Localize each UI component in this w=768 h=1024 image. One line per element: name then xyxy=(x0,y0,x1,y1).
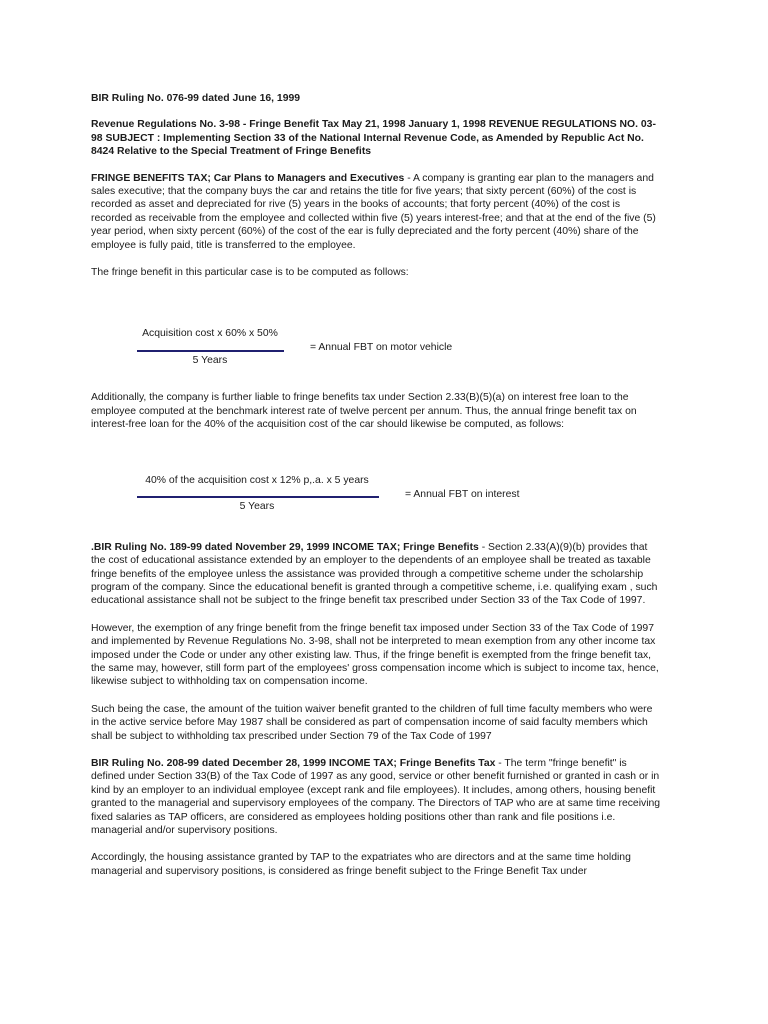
paragraph-ruling-189-heading: .BIR Ruling No. 189-99 dated November 29, 1999 INCOME TAX; Fringe Benefits xyxy=(91,541,479,553)
paragraph-car-plans-heading: FRINGE BENEFITS TAX; Car Plans to Managers and Executives xyxy=(91,172,405,184)
regulation-title: Revenue Regulations No. 3-98 - Fringe Benefit Tax May 21, 1998 January 1, 1998 REVENUE REGULATIONS NO. 03-98 SUBJECT : Implementing Section 33 of the National Internal Revenue Code, as Amended by Republic Act No. 8424 Relative to the Special Treatment of Fringe Benefits xyxy=(91,119,656,158)
paragraph-ruling-208 xyxy=(91,757,661,837)
paragraph-car-plans xyxy=(91,172,661,252)
paragraph-housing-assistance: Accordingly, the housing assistance granted by TAP to the expatriates who are directors and at the same time holding managerial and supervisory positions, is considered as fringe benefit subject to the Fringe Benefit Tax under xyxy=(91,852,631,877)
paragraph-tuition-waiver: Such being the case, the amount of the tuition waiver benefit granted to the children of full time faculty members who were in the active service before May 1987 shall be considered as part of compensation income of said faculty members which shall be subject to withholding tax prescribed under Section 79 of the Tax Code of 1997 xyxy=(91,703,653,742)
paragraph-car-plans-text: - A company is granting ear plan to the managers and sales executive; that the company buys the car and retains the title for five years; that sixty percent (60%) of the cost is recorded as asset and depreciated for rive (5) years in the books of accounts; that forty percent (40%) of the cost is recorded as receivable from the employee and collected within five (5) years interest-free; and that at the end of the five (5) year period, when sixty percent (60%) of the cost of the ear is fully depreciated and the forty percent (40%) share of the employee is fully paid, title is transferred to the employee. xyxy=(91,172,656,251)
paragraph-computation-intro: The fringe benefit in this particular case is to be computed as follows: xyxy=(91,267,409,279)
formula-interest-result: = Annual FBT on interest xyxy=(405,489,520,500)
formula-motor-vehicle-fraction-bar xyxy=(137,350,284,352)
paragraph-ruling-189-text: - Section 2.33(A)(9)(b) provides that the cost of educational assistance extended by an employer to the dependents of an employee shall be treated as taxable fringe benefits of the employee unless the assistance was provided through a competitive scheme under the scholarship program of the company. Since the educational benefit is granted through a competitive scheme, i.e. qualifying exam , such educational assistance shall not be subject to the fringe benefit tax prescribed under Section 33 of the Tax Code of 1997. xyxy=(91,541,658,607)
formula-motor-vehicle-result: = Annual FBT on motor vehicle xyxy=(310,342,453,353)
paragraph-exemption: However, the exemption of any fringe benefit from the fringe benefit tax imposed under Section 33 of the Tax Code of 1997 and implemented by Revenue Regulations No. 3-98, shall not be interpreted to mean exemption from any other income tax imposed under the Code or under any other existing law. Thus, if the fringe benefit is exempted from the fringe benefit tax, the same may, however, still form part of the employees' gross compensation income which is subject to income tax, hence, likewise subject to withholding tax on compensation income. xyxy=(91,622,659,688)
formula-motor-vehicle-denominator: 5 Years xyxy=(192,355,228,366)
formula-interest xyxy=(137,474,557,524)
paragraph-ruling-189 xyxy=(91,541,661,608)
paragraph-ruling-208-text: - The term "fringe benefit" is defined under Section 33(B) of the Tax Code of 1997 as any good, service or other benefit furnished or granted in cash or in kind by an employer to an individual employee (except rank and file employees). It includes, among others, housing benefit granted to the managerial and supervisory employees of the company. The Directors of TAP who are at same time receiving fixed salaries as TAP officers, are considered as employees holding positions other than rank and file positions i.e. managerial and/or supervisory positions. xyxy=(91,757,661,836)
formula-motor-vehicle-numerator: Acquisition cost x 60% x 50% xyxy=(142,328,278,339)
formula-interest-denominator: 5 Years xyxy=(239,501,275,512)
paragraph-interest-free-loan: Additionally, the company is further liable to fringe benefits tax under Section 2.33(B)(5)(a) on interest free loan to the employee computed at the benchmark interest rate of twelve percent per annum. Thus, the annual fringe benefit tax on interest-free loan for the 40% of the acquisition cost of the car should likewise be computed, as follows: xyxy=(91,392,637,431)
ruling-heading: BIR Ruling No. 076-99 dated June 16, 1999 xyxy=(91,93,301,104)
formula-interest-fraction-bar xyxy=(137,496,379,498)
paragraph-ruling-208-heading: BIR Ruling No. 208-99 dated December 28, 1999 INCOME TAX; Fringe Benefits Tax xyxy=(91,757,496,769)
formula-interest-numerator: 40% of the acquisition cost x 12% p,.a. x 5 years xyxy=(145,475,369,486)
formula-motor-vehicle xyxy=(137,327,497,377)
